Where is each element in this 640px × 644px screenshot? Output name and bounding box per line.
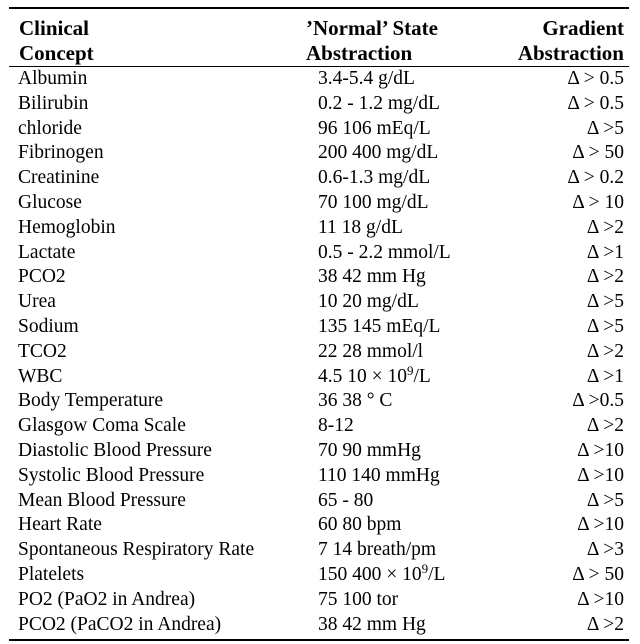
cell-gradient: Δ >5 — [586, 291, 624, 313]
cell-normal-range: 70 100 mg/dL — [318, 191, 429, 213]
cell-normal-range: 38 42 mm Hg — [318, 613, 426, 635]
table-row — [0, 560, 640, 588]
cell-concept: Hemoglobin — [18, 216, 116, 238]
table-row — [0, 315, 640, 340]
cell-gradient: Δ > 0.5 — [567, 92, 624, 114]
table-row — [0, 362, 640, 390]
cell-gradient: Δ >10 — [577, 514, 624, 536]
table-row — [0, 464, 640, 489]
cell-concept: TCO2 — [18, 340, 67, 362]
header-normal-state-line1: ’Normal’ State — [306, 16, 438, 40]
header-clinical-concept-line2: Concept — [19, 41, 94, 65]
cell-normal-range: 0.6-1.3 mg/dL — [318, 167, 431, 189]
table-row — [0, 389, 640, 414]
table-row — [0, 67, 640, 92]
cell-concept: Lactate — [18, 241, 76, 263]
cell-concept: Glucose — [18, 191, 82, 213]
header-clinical-concept — [19, 16, 94, 66]
table-row — [0, 141, 640, 166]
cell-concept: PCO2 — [18, 266, 66, 288]
cell-gradient: Δ >2 — [586, 216, 624, 238]
cell-concept: Diastolic Blood Pressure — [18, 439, 212, 461]
cell-concept: Glasgow Coma Scale — [18, 415, 186, 437]
cell-concept: PO2 (PaO2 in Andrea) — [18, 588, 196, 610]
cell-gradient: Δ >10 — [577, 588, 624, 610]
cell-concept: Albumin — [18, 68, 88, 89]
cell-normal-range — [318, 560, 446, 588]
header-normal-state — [306, 16, 438, 66]
cell-normal-range: 75 100 tor — [318, 588, 399, 610]
cell-normal-range: 110 140 mmHg — [318, 464, 440, 486]
header-gradient — [518, 16, 624, 66]
cell-gradient: Δ >2 — [586, 415, 624, 437]
cell-normal-range-base: 150 400 × 10 — [318, 563, 422, 585]
cell-concept: Mean Blood Pressure — [18, 489, 186, 511]
cell-normal-range: 8-12 — [318, 415, 354, 437]
cell-gradient: Δ >10 — [577, 464, 624, 486]
header-normal-state-line2: Abstraction — [306, 41, 413, 65]
cell-gradient: Δ > 0.5 — [567, 68, 624, 89]
cell-normal-range: 10 20 mg/dL — [318, 291, 419, 313]
table-row — [0, 513, 640, 538]
table-row — [0, 191, 640, 216]
cell-normal-range: 60 80 bpm — [318, 514, 402, 536]
cell-concept: Platelets — [18, 563, 85, 585]
table-row — [0, 117, 640, 142]
cell-gradient: Δ >2 — [586, 340, 624, 362]
cell-normal-range: 11 18 g/dL — [318, 216, 403, 238]
cell-concept: Spontaneous Respiratory Rate — [18, 539, 255, 561]
cell-normal-range: 65 - 80 — [318, 489, 374, 511]
header-gradient-line2: Abstraction — [517, 41, 624, 65]
header-clinical-concept-line1: Clinical — [19, 16, 90, 40]
table-row — [0, 439, 640, 464]
table-top-rule — [9, 7, 629, 9]
table-row — [0, 92, 640, 117]
cell-concept: chloride — [18, 117, 82, 139]
cell-normal-range: 200 400 mg/dL — [318, 142, 439, 164]
table-bottom-rule — [9, 639, 629, 641]
cell-normal-range-unit: /L — [413, 365, 431, 387]
cell-gradient: Δ > 10 — [572, 191, 624, 213]
cell-gradient: Δ > 50 — [572, 563, 624, 585]
cell-normal-range-base: 4.5 10 × 10 — [318, 365, 407, 387]
cell-concept: Creatinine — [18, 167, 100, 189]
table-row — [0, 166, 640, 191]
cell-gradient: Δ >0.5 — [572, 390, 624, 412]
cell-normal-range-unit: /L — [428, 563, 446, 585]
cell-gradient: Δ >1 — [586, 365, 624, 387]
table-row — [0, 290, 640, 315]
cell-gradient: Δ >3 — [586, 539, 624, 561]
table-row — [0, 340, 640, 365]
cell-gradient: Δ >5 — [586, 315, 624, 337]
table-row — [0, 265, 640, 290]
cell-gradient: Δ >10 — [577, 439, 624, 461]
cell-normal-range: 7 14 breath/pm — [318, 539, 437, 561]
table-header — [0, 14, 640, 66]
cell-normal-range: 36 38 ° C — [318, 390, 393, 412]
cell-normal-range: 135 145 mEq/L — [318, 315, 441, 337]
cell-concept: Body Temperature — [18, 390, 164, 412]
cell-concept: Bilirubin — [18, 92, 89, 114]
cell-concept: WBC — [18, 365, 63, 387]
cell-normal-range: 0.5 - 2.2 mmol/L — [318, 241, 451, 263]
cell-concept: Urea — [18, 291, 56, 313]
cell-gradient: Δ > 50 — [572, 142, 624, 164]
cell-normal-range — [318, 362, 431, 390]
header-gradient-line1: Gradient — [542, 16, 624, 40]
cell-gradient: Δ >1 — [586, 241, 624, 263]
cell-normal-range-exponent: 9 — [421, 560, 429, 576]
table-row — [0, 588, 640, 613]
cell-normal-range: 3.4-5.4 g/dL — [318, 68, 415, 89]
table-row — [0, 613, 640, 638]
table-row — [0, 414, 640, 439]
cell-normal-range: 70 90 mmHg — [318, 439, 421, 461]
table-row — [0, 216, 640, 241]
cell-normal-range: 38 42 mm Hg — [318, 266, 426, 288]
cell-concept: Fibrinogen — [18, 142, 104, 164]
table-row — [0, 489, 640, 514]
table-row — [0, 241, 640, 266]
table-body — [0, 67, 640, 637]
cell-normal-range: 22 28 mmol/l — [318, 340, 424, 362]
cell-gradient: Δ >5 — [586, 489, 624, 511]
cell-concept: Heart Rate — [18, 514, 102, 536]
cell-gradient: Δ >2 — [586, 613, 624, 635]
cell-concept: Systolic Blood Pressure — [18, 464, 205, 486]
cell-normal-range-exponent: 9 — [407, 362, 414, 378]
cell-gradient: Δ >2 — [586, 266, 624, 288]
cell-concept: PCO2 (PaCO2 in Andrea) — [18, 613, 222, 635]
table-row — [0, 538, 640, 563]
cell-normal-range: 96 106 mEq/L — [318, 117, 431, 139]
cell-gradient: Δ > 0.2 — [567, 167, 624, 189]
cell-normal-range: 0.2 - 1.2 mg/dL — [318, 92, 440, 114]
cell-gradient: Δ >5 — [586, 117, 624, 139]
cell-concept: Sodium — [18, 315, 79, 337]
